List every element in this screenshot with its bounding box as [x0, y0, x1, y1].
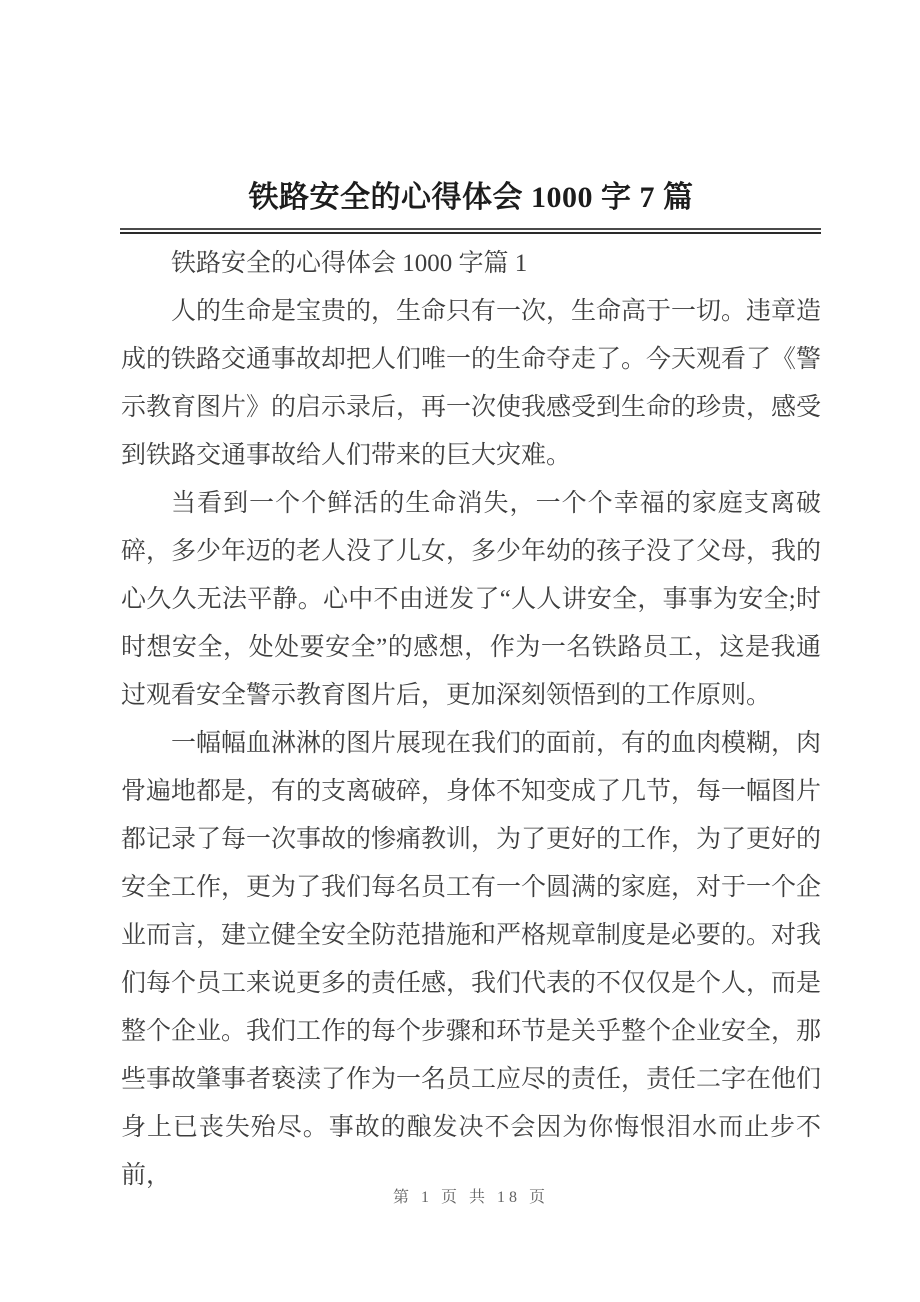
- document-title: 铁路安全的心得体会 1000 字 7 篇: [248, 181, 694, 214]
- body-paragraph-1: 人的生命是宝贵的，生命只有一次，生命高于一切。违章造成的铁路交通事故却把人们唯一的生命夺走了。今天观看了《警示教育图片》的启示录后，再一次使我感受到生命的珍贵，感受到铁路交通事故给人们带来的巨大灾难。: [121, 298, 822, 469]
- section-heading: 铁路安全的心得体会 1000 字篇 1: [171, 250, 528, 277]
- page-footer: [121, 1186, 821, 1210]
- title-divider-rule: [120, 228, 821, 234]
- document-body: [121, 240, 821, 1200]
- body-paragraph-2: 当看到一个个鲜活的生命消失，一个个幸福的家庭支离破碎，多少年迈的老人没了儿女，多少年幼的孩子没了父母，我的心久久无法平静。心中不由迸发了“人人讲安全，事事为安全;时时想安全，处处要安全”的感想，作为一名铁路员工，这是我通过观看安全警示教育图片后，更加深刻领悟到的工作原则。: [121, 490, 822, 709]
- body-paragraph-3: 一幅幅血淋淋的图片展现在我们的面前，有的血肉模糊，肉骨遍地都是，有的支离破碎，身体不知变成了几节，每一幅图片都记录了每一次事故的惨痛教训，为了更好的工作，为了更好的安全工作，更为了我们每名员工有一个圆满的家庭，对于一个企业而言，建立健全安全防范措施和严格规章制度是必要的。对我们每个员工来说更多的责任感，我们代表的不仅仅是个人，而是整个企业。我们工作的每个步骤和环节是关乎整个企业安全，那些事故肇事者亵渎了作为一名员工应尽的责任，责任二字在他们身上已丧失殆尽。事故的酿发决不会因为你悔恨泪水而止步不前，: [121, 730, 822, 1189]
- page-number-label: 第 1 页 共 18 页: [392, 1189, 549, 1206]
